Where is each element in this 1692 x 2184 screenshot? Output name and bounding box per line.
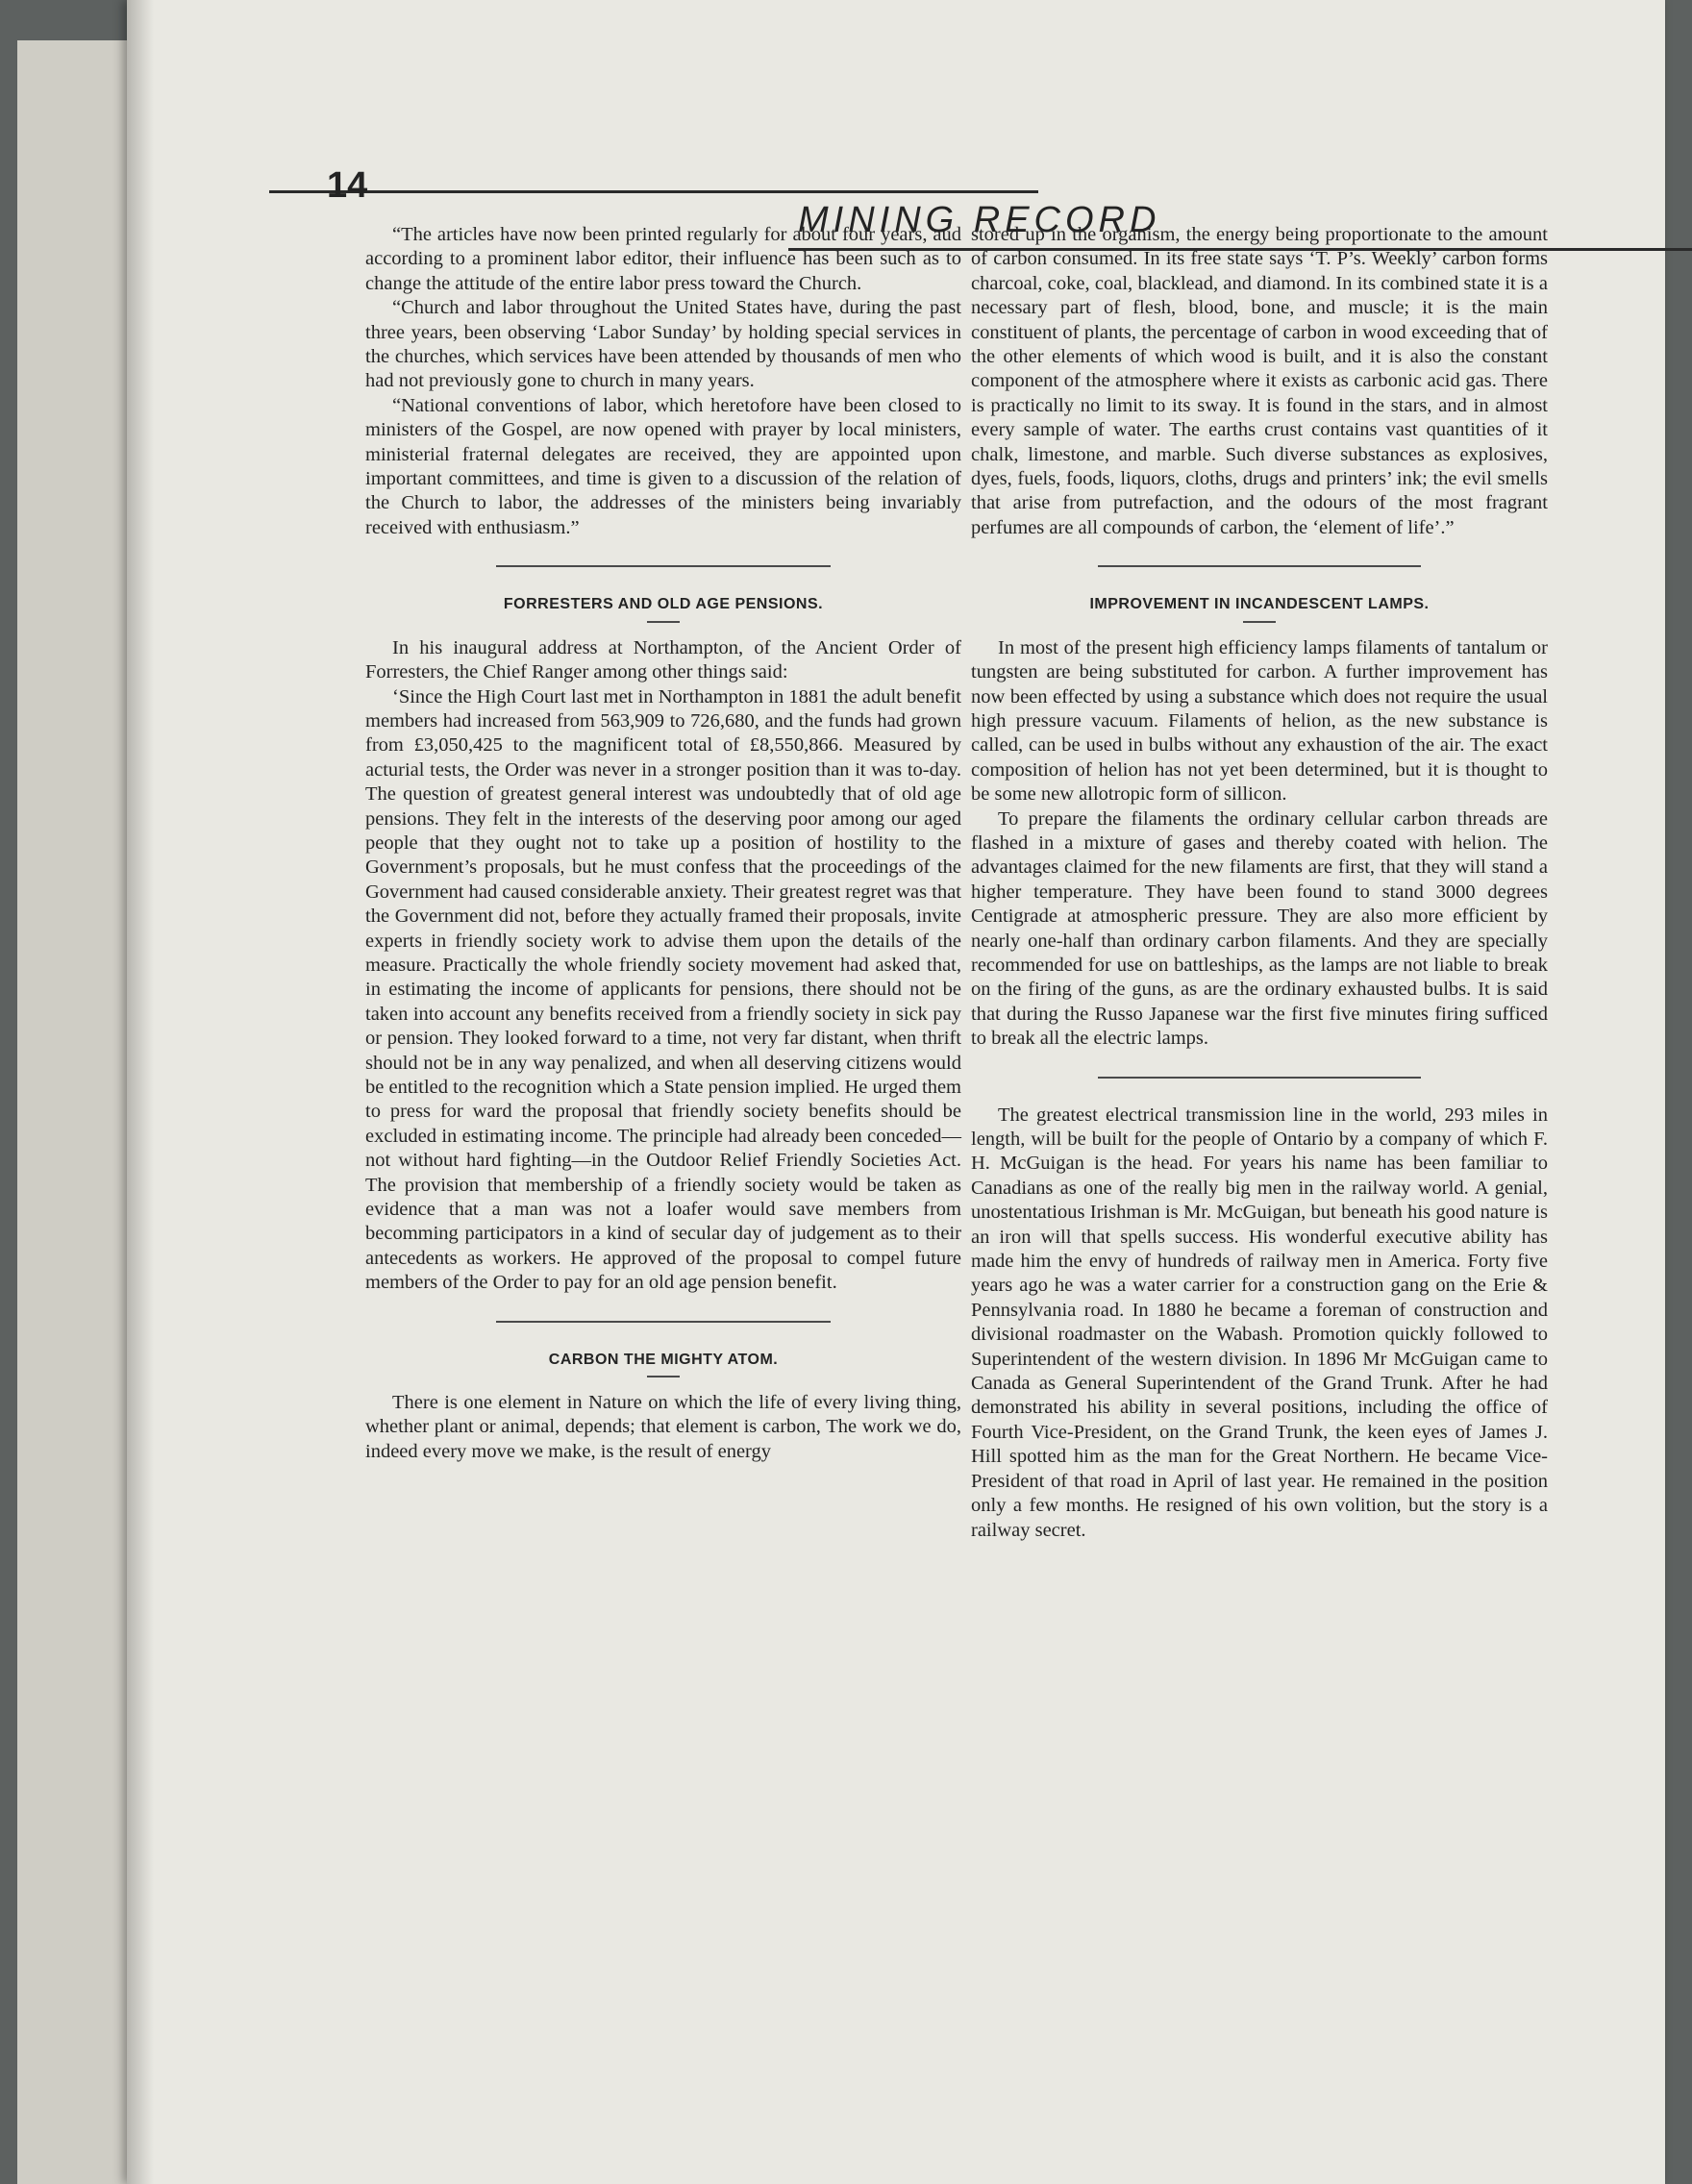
left-column bbox=[365, 223, 961, 1464]
quote-paragraph: “Church and labor throughout the United States have, during the past three years, been observing ‘Labor Sunday’ by holding special services in the churches, which services have been attended by thousands of men who had not previously gone to church in many years. bbox=[365, 297, 961, 392]
quote-paragraph: “The articles have now been printed regularly for about four years, aud according to a prominent labor editor, their influence has been such as to change the attitude of the entire labor press toward the Church. bbox=[365, 224, 961, 294]
page-edge-shadow bbox=[127, 0, 154, 2184]
forresters-paragraph: In his inaugural address at Northampton, of the Ancient Order of Forresters, the Chief Ranger among other things said: bbox=[365, 636, 961, 683]
lamps-title: IMPROVEMENT IN INCANDESCENT LAMPS. bbox=[1089, 596, 1430, 613]
lamps-paragraph: In most of the present high efficiency lamps filaments of tantalum or tungsten are being substituted for carbon. A further improvement has now been effected by using a substance which does not require the usual high pressure vacuum. Filaments of helion, as the new substance is called, can be used in bulbs without any exhaustion of the air. The exact composition of helion has not yet been determined, but it is thought to be some new allotropic form of sillicon. bbox=[971, 636, 1548, 806]
masthead-title: MINING RECORD bbox=[798, 200, 1161, 240]
title-dash bbox=[647, 621, 680, 623]
section-divider bbox=[496, 1321, 830, 1323]
mcguigan-paragraph: The greatest electrical transmission line in the world, 293 miles in length, will be built for the people of Ontario by a company of which F. H. McGuigan is the head. For years his name has been familiar to Canadians as one of the really big men in the railway world. A genial, unostentatious Irishman is Mr. McGuigan, but beneath his good nature is an iron will that spells success. His wonderful executive ability has made him the envy of hundreds of railway men in America. Forty five years ago he was a water carrier for a construction gang on the Erie & Pennsylvania road. In 1880 he became a foreman of construction and divisional roadmaster on the Wabash. Promotion quickly followed to Superintendent of the western division. In 1896 Mr McGuigan came to Canada as General Superintendent of the Grand Trunk. After he had demonstrated his ability in several positions, including the office of Fourth Vice-President, on the Grand Trunk, the keen eyes of James J. Hill spotted him as the man for the Great Northern. He became Vice-President of that road in April of last year. He remained in the position only a few months. He resigned of his own volition, but the story is a railway secret. bbox=[971, 1104, 1548, 1541]
section-divider bbox=[1098, 1077, 1421, 1079]
section-divider bbox=[496, 565, 830, 567]
quote-paragraph: “National conventions of labor, which heretofore have been closed to ministers of the Gospel, are now opened with prayer by local ministers, ministerial fraternal delegates are received, they are appointed upon important committees, and time is given to a discussion of the relation of the Church to labor, the addresses of the ministers being invariably received with enthusiasm.” bbox=[365, 394, 961, 538]
forresters-title: FORRESTERS AND OLD AGE PENSIONS. bbox=[503, 596, 824, 613]
title-dash bbox=[1243, 621, 1276, 623]
page-number: 14 bbox=[327, 165, 368, 206]
carbon-paragraph: There is one element in Nature on which the life of every living thing, whether plant or animal, depends; that element is carbon, The work we do, indeed every move we make, is the result of energy bbox=[365, 1392, 961, 1462]
carbon-title: CARBON THE MIGHTY ATOM. bbox=[548, 1351, 779, 1368]
section-divider bbox=[1098, 565, 1421, 567]
right-column bbox=[971, 223, 1548, 1543]
lamps-paragraph: To prepare the filaments the ordinary cellular carbon threads are flashed in a mixture of gases and thereby coated with helion. The advantages claimed for the new filaments are first, that they will stand a higher temperature. They have been found to stand 3000 degrees Centigrade at atmospheric pressure. They are also more efficient by nearly one-half than ordinary carbon filaments. And they are specially recommended for use on battleships, as the lamps are not liable to break on the firing of the guns, as are the ordinary exhausted bulbs. It is said that during the Russo Japanese war the first five minutes firing sufficed to break all the electric lamps. bbox=[971, 807, 1548, 1050]
forresters-paragraph: ‘Since the High Court last met in Northampton in 1881 the adult benefit members had increased from 563,909 to 726,680, and the funds had grown from £3,050,425 to the magnificent total of £8,550,866. Measured by acturial tests, the Order was never in a stronger position than it was to-day. The question of greatest general interest was undoubtedly that of old age pensions. They felt in the interests of the deserving poor among our aged people that they ought not to take up a position of hostility to the Government’s proposals, but he must confess that the proceedings of the Government had caused considerable anxiety. Their greatest regret was that the Government did not, before they actually framed their proposals, invite experts in friendly society work to advise them upon the details of the measure. Practically the whole friendly society movement had asked that, in estimating the income of applicants for pensions, there should not be taken into account any benefits received from a friendly society in sick pay or pension. They looked forward to a time, not very far distant, when thrift should not be in any way penalized, and when all deserving citizens would be entitled to the recognition which a State pension implied. He urged them to press for ward the proposal that friendly society benefits should be excluded in estimating income. The principle had already been conceded—not without hard fighting—in the Outdoor Relief Friendly Societies Act. The provision that membership of a friendly society would be taken as evidence that a man was not a loafer would save members from becomming participators in a kind of secular day of judgement as to their antecedents as workers. He approved of the proposal to compel future members of the Order to pay for an old age pension benefit. bbox=[365, 685, 961, 1294]
header-rule-left bbox=[269, 190, 1038, 193]
carbon-continued-paragraph: stored up in the organism, the energy being proportionate to the amount of carbon consumed. In its free state says ‘T. P’s. Weekly’ carbon forms charcoal, coke, coal, blacklead, and diamond. In its combined state it is a necessary part of flesh, blood, bone, and muscle; it is the main constituent of plants, the percentage of carbon in wood exceeding that of the other elements of which wood is built, and it is also the constant component of the atmosphere where it exists as carbonic acid gas. There is practically no limit to its sway. It is found in the stars, and in almost every sample of water. The earths crust contains vast quantities of it chalk, limestone, and marble. Such diverse substances as explosives, dyes, fuels, foods, liquors, cloths, drugs and printers’ ink; the evil smells that arise from putrefaction, and the odours of the most fragrant perfumes are all compounds of carbon, the ‘element of life’.” bbox=[971, 224, 1548, 538]
title-dash bbox=[647, 1376, 680, 1377]
